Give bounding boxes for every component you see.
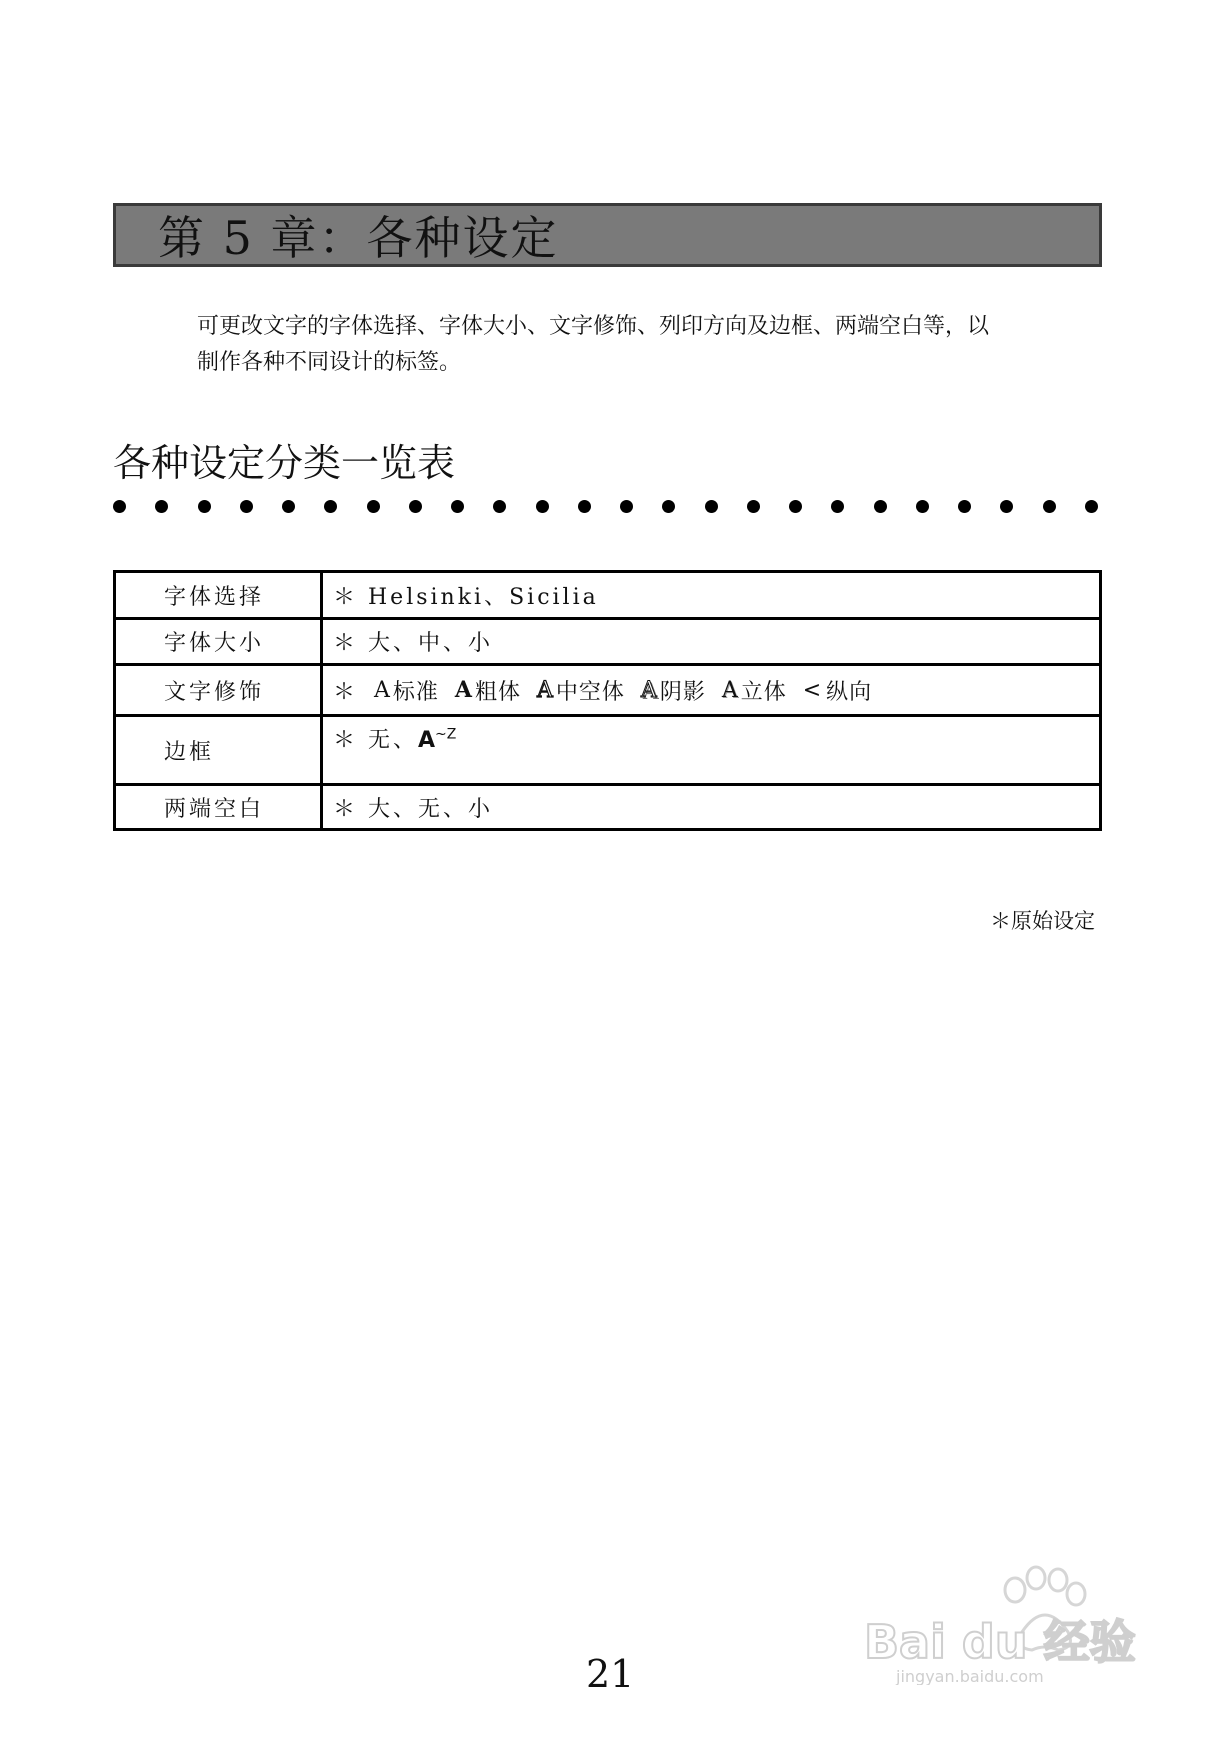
intro-line-1: 可更改文字的字体选择、字体大小、文字修饰、列印方向及边框、两端空白等，以 <box>197 314 990 339</box>
divider-dot <box>324 500 337 513</box>
decoration-vertical <box>803 675 872 706</box>
watermark-brand-text: Bai du 经验 <box>864 1615 1136 1669</box>
decoration-vertical-label: 纵向 <box>826 679 873 705</box>
chapter-title: 第 5 章：各种设定 <box>158 211 559 265</box>
divider-dot <box>578 500 591 513</box>
divider-dot <box>1043 500 1056 513</box>
decoration-outline <box>537 675 625 706</box>
default-marker: ＊ <box>333 679 357 705</box>
border-range-start: A <box>418 728 436 753</box>
row-label-font: 字体选择 <box>115 572 322 619</box>
intro-paragraph <box>197 309 1102 381</box>
table-row <box>115 665 1101 716</box>
3d-glyph-icon: A <box>721 677 739 703</box>
decoration-3d <box>722 675 787 706</box>
intro-line-2: 制作各种不同设计的标签。 <box>197 350 462 375</box>
table-row <box>115 716 1101 785</box>
chapter-header-bar <box>113 203 1102 267</box>
divider-dot <box>1085 500 1098 513</box>
divider-dot <box>747 500 760 513</box>
divider-dot <box>409 500 422 513</box>
border-range-sep: ~ <box>435 726 447 743</box>
divider-dot <box>155 500 168 513</box>
divider-dot <box>958 500 971 513</box>
row-label-size: 字体大小 <box>115 619 322 665</box>
vertical-glyph-icon: < <box>802 677 823 703</box>
row-value-border <box>322 716 1101 785</box>
settings-table <box>113 570 1102 831</box>
divider-dot <box>874 500 887 513</box>
divider-dot <box>113 500 126 513</box>
divider-dot <box>536 500 549 513</box>
row-value-size: ＊ 大、中、小 <box>322 619 1101 665</box>
decoration-outline-label: 中空体 <box>555 679 625 705</box>
divider-dot <box>1000 500 1013 513</box>
divider-dot <box>620 500 633 513</box>
divider-dot <box>916 500 929 513</box>
standard-glyph-icon: A <box>374 677 391 703</box>
divider-dot <box>705 500 718 513</box>
table-row <box>115 785 1101 830</box>
decoration-3d-label: 立体 <box>740 679 787 705</box>
dotted-divider <box>113 498 1098 514</box>
section-title: 各种设定分类一览表 <box>113 441 456 485</box>
decoration-standard <box>374 675 439 706</box>
decoration-shadow-label: 阴影 <box>659 679 706 705</box>
decoration-shadow <box>641 675 706 706</box>
row-label-decoration: 文字修饰 <box>115 665 322 716</box>
divider-dot <box>198 500 211 513</box>
row-value-decoration <box>322 665 1101 716</box>
watermark-url-text: jingyan.baidu.com <box>896 1667 1044 1685</box>
decoration-bold <box>455 675 521 706</box>
divider-dot <box>240 500 253 513</box>
divider-dot <box>493 500 506 513</box>
row-value-font: ＊ Helsinki、Sicilia <box>322 572 1101 619</box>
table-row <box>115 619 1101 665</box>
decoration-standard-label: 标准 <box>392 679 439 705</box>
divider-dot <box>367 500 380 513</box>
bold-glyph-icon: A <box>454 677 473 703</box>
baidu-watermark-logo <box>862 1560 1142 1685</box>
table-row <box>115 572 1101 619</box>
row-label-margin: 两端空白 <box>115 785 322 830</box>
page-number: 21 <box>586 1652 635 1696</box>
shadow-glyph-icon: A <box>640 677 658 703</box>
outline-glyph-icon: A <box>537 677 554 703</box>
footnote: ＊原始设定 <box>990 909 1095 933</box>
divider-dot <box>451 500 464 513</box>
divider-dot <box>831 500 844 513</box>
divider-dot <box>789 500 802 513</box>
border-range-end: Z <box>446 726 457 743</box>
decoration-bold-label: 粗体 <box>475 679 522 705</box>
border-value-prefix: ＊ 无、 <box>333 728 418 753</box>
divider-dot <box>282 500 295 513</box>
divider-dot <box>662 500 675 513</box>
row-label-border: 边框 <box>115 716 322 785</box>
row-value-margin: ＊ 大、无、小 <box>322 785 1101 830</box>
